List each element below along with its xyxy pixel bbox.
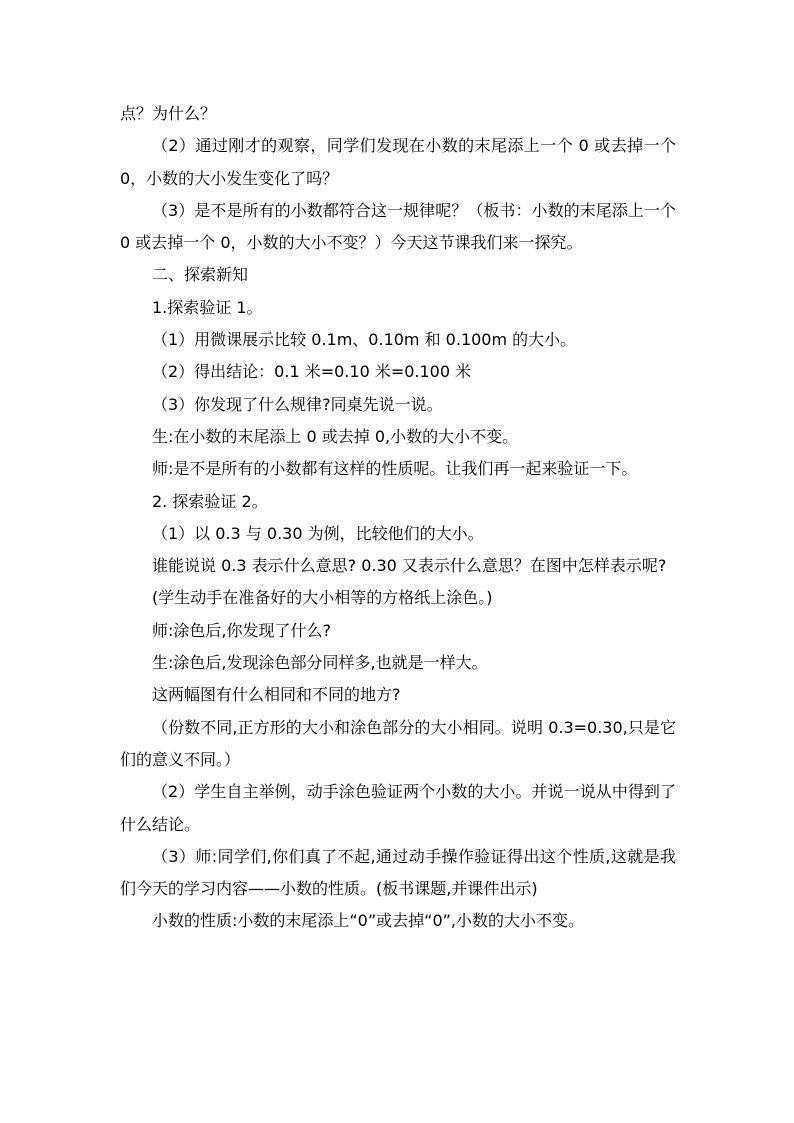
paragraph-7: （2）得出结论：0.1 米=0.10 米=0.100 米 bbox=[152, 362, 472, 382]
paragraph-10: 师:是不是所有的小数都有这样的性质呢。让我们再一起来验证一下。 bbox=[152, 459, 638, 479]
paragraph-19: （2）学生自主举例，动手涂色验证两个小数的大小。并说一说从中得到了什么结论。 bbox=[120, 782, 676, 834]
document-body bbox=[120, 98, 676, 938]
subheading-verify-1: 1.探索验证 1。 bbox=[152, 297, 263, 317]
paragraph-8: （3）你发现了什么规律?同桌先说一说。 bbox=[152, 394, 443, 414]
paragraph-1: 点？为什么？ bbox=[120, 104, 217, 123]
property-statement: 小数的性质:小数的末尾添上“0”或去掉“0”,小数的大小不变。 bbox=[152, 911, 584, 931]
paragraph-9: 生:在小数的末尾添上 0 或去掉 0,小数的大小不变。 bbox=[152, 426, 519, 446]
paragraph-20: （3）师:同学们,你们真了不起,通过动手操作验证得出这个性质,这就是我们今天的学习内容——小数的性质。(板书课题,并课件出示) bbox=[120, 846, 676, 899]
paragraph-12: （1）以 0.3 与 0.30 为例，比较他们的大小。 bbox=[152, 523, 484, 543]
paragraph-16: 生:涂色后,发现涂色部分同样多,也就是一样大。 bbox=[152, 653, 488, 673]
paragraph-14: (学生动手在准备好的大小相等的方格纸上涂色。) bbox=[152, 588, 493, 608]
section-heading-explore: 二、探索新知 bbox=[152, 265, 249, 285]
paragraph-2: （2）通过刚才的观察，同学们发现在小数的末尾添上一个 0 或去掉一个 0，小数的大小发生变化了吗？ bbox=[120, 136, 676, 188]
paragraph-18: （份数不同,正方形的大小和涂色部分的大小相同。说明 0.3=0.30,只是它们的意义不同。） bbox=[120, 717, 676, 769]
subheading-verify-2: 2. 探索验证 2。 bbox=[152, 491, 268, 511]
paragraph-15: 师:涂色后,你发现了什么? bbox=[152, 620, 331, 640]
paragraph-3: （3）是不是所有的小数都符合这一规律呢？（板书：小数的末尾添上一个 0 或去掉一个 0，小数的大小不变？）今天这节课我们来一探究。 bbox=[120, 200, 676, 253]
paragraph-17: 这两幅图有什么相同和不同的地方? bbox=[152, 685, 401, 705]
paragraph-6: （1）用微课展示比较 0.1m、0.10m 和 0.100m 的大小。 bbox=[152, 330, 577, 350]
paragraph-13: 谁能说说 0.3 表示什么意思? 0.30 又表示什么意思？在图中怎样表示呢? bbox=[152, 556, 667, 576]
